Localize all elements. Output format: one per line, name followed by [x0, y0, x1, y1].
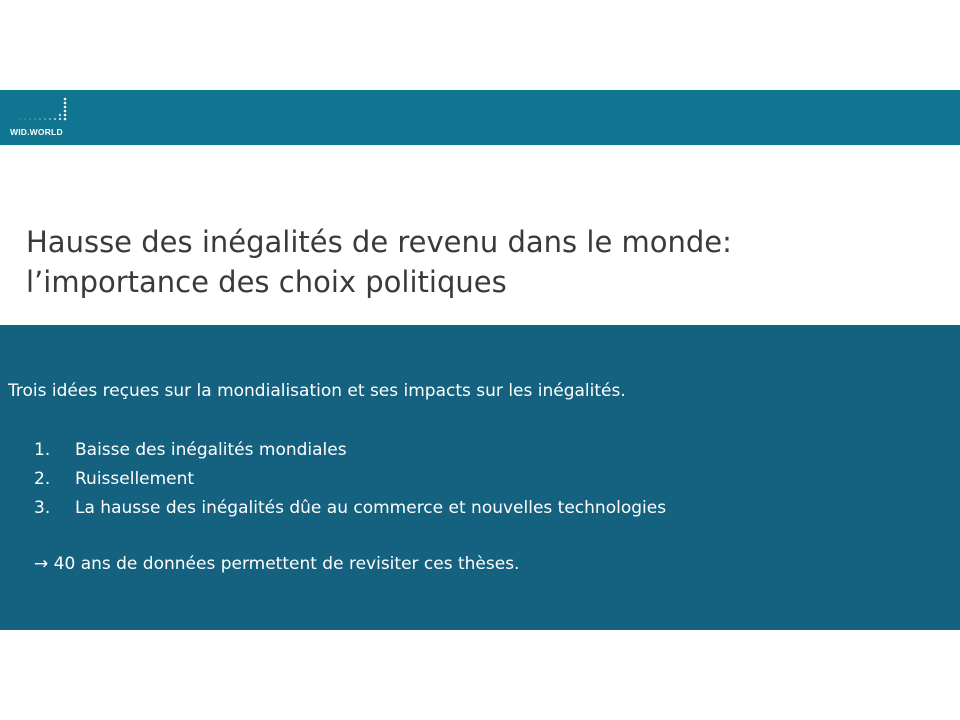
wid-world-logo	[8, 96, 78, 138]
content-band	[0, 325, 960, 630]
list-item-text: Ruissellement	[75, 469, 195, 489]
list-item-number: 3.	[34, 498, 51, 518]
slide-title	[26, 222, 926, 302]
list-item-number: 1.	[34, 440, 51, 460]
slide-title-line-2: l’importance des choix politiques	[26, 265, 507, 299]
logo-dots-icon	[8, 96, 78, 128]
points-list	[34, 437, 666, 524]
intro-text: Trois idées reçues sur la mondialisation et ses impacts sur les inégalités.	[8, 381, 626, 401]
list-item-number: 2.	[34, 469, 51, 489]
conclusion-line	[34, 551, 519, 577]
list-item	[34, 466, 666, 495]
list-item	[34, 495, 666, 524]
list-item-text: La hausse des inégalités dûe au commerce et nouvelles technologies	[75, 498, 667, 518]
header-band	[0, 90, 960, 145]
conclusion-text: 40 ans de données permettent de revisiter ces thèses.	[53, 554, 520, 574]
logo-text: WID.WORLD	[10, 127, 63, 137]
arrow-right-icon: →	[34, 554, 49, 574]
list-item	[34, 437, 666, 466]
slide-title-line-1: Hausse des inégalités de revenu dans le monde:	[26, 225, 732, 259]
list-item-text: Baisse des inégalités mondiales	[75, 440, 347, 460]
